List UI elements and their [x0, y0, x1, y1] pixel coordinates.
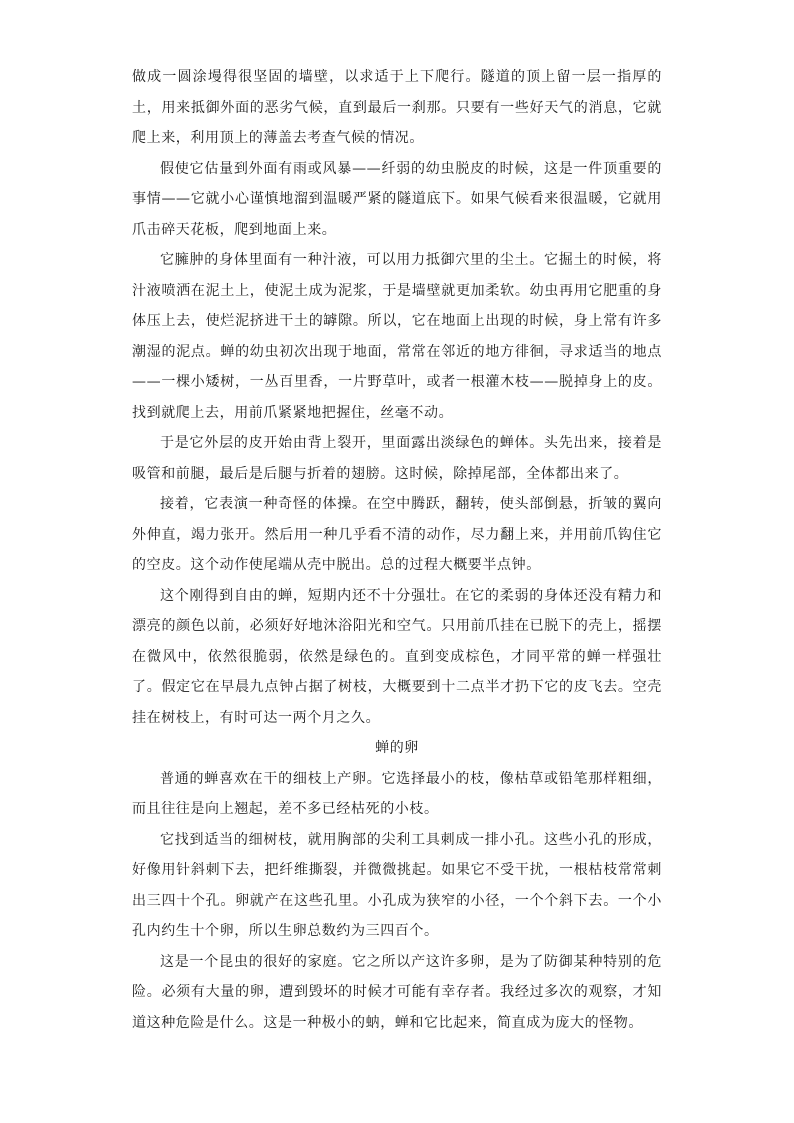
document-page	[132, 62, 662, 1038]
paragraph: 于是它外层的皮开始由背上裂开，里面露出淡绿色的蝉体。头先出来，接着是吸管和前腿，最后是后腿与折着的翅膀。这时候，除掉尾部，全体都出来了。	[132, 435, 662, 482]
paragraph: 做成一圆涂墁得很坚固的墙壁，以求适于上下爬行。隧道的顶上留一层一指厚的土，用来抵御外面的恶劣气候，直到最后一刹那。只要有一些好天气的消息，它就爬上来，利用顶上的薄盖去考查气候的情况。	[132, 69, 662, 146]
paragraph: 接着，它表演一种奇怪的体操。在空中腾跃，翻转，使头部倒悬，折皱的翼向外伸直，竭力张开。然后用一种几乎看不清的动作，尽力翻上来，并用前爪钩住它的空皮。这个动作使尾端从壳中脱出。总的过程大概要半点钟。	[132, 496, 662, 573]
paragraph: 这是一个昆虫的很好的家庭。它之所以产这许多卵，是为了防御某种特别的危险。必须有大量的卵，遭到毁坏的时候才可能有幸存者。我经过多次的观察，才知道这种危险是什么。这是一种极小的蚋，蝉和它比起来，简直成为庞大的怪物。	[132, 953, 662, 1031]
paragraph: 这个刚得到自由的蝉，短期内还不十分强壮。在它的柔弱的身体还没有精力和漂亮的颜色以前，必须好好地沐浴阳光和空气。只用前爪挂在已脱下的壳上，摇摆在微风中，依然很脆弱，依然是绿色的。直到变成棕色，才同平常的蝉一样强壮了。假定它在早晨九点钟占据了树枝，大概要到十二点半才扔下它的皮飞去。空壳挂在树枝上，有时可达一两个月之久。	[132, 587, 662, 726]
paragraph: 假使它估量到外面有雨或风暴——纤弱的幼虫脱皮的时候，这是一件顶重要的事情——它就小心谨慎地溜到温暖严紧的隧道底下。如果气候看来很温暖，它就用爪击碎天花板，爬到地面上来。	[132, 160, 662, 238]
paragraph: 它找到适当的细树枝，就用胸部的尖利工具刺成一排小孔。这些小孔的形成，好像用针斜刺下去，把纤维撕裂，并微微挑起。如果它不受干扰，一根枯枝常常刺出三四十个孔。卵就产在这些孔里。小孔成为狭窄的小径，一个个斜下去。一个小孔内约生十个卵，所以生卵总数约为三四百个。	[132, 831, 662, 939]
section-heading: 蝉的卵	[375, 740, 419, 756]
paragraph: 普通的蝉喜欢在干的细枝上产卵。它选择最小的枝，像枯草或铅笔那样粗细，而且往往是向上翘起，差不多已经枯死的小枝。	[132, 770, 662, 817]
paragraph: 它臃肿的身体里面有一种汁液，可以用力抵御穴里的尘土。它掘土的时候，将汁液喷洒在泥土上，使泥土成为泥浆，于是墙壁就更加柔软。幼虫再用它肥重的身体压上去，使烂泥挤进干土的罅隙。所以，它在地面上出现的时候，身上常有许多潮湿的泥点。蝉的幼虫初次出现于地面，常常在邻近的地方徘徊，寻求适当的地点——一棵小矮树，一丛百里香，一片野草叶，或者一根灌木枝——脱掉身上的皮。找到就爬上去，用前爪紧紧地把握住，丝毫不动。	[132, 252, 662, 421]
